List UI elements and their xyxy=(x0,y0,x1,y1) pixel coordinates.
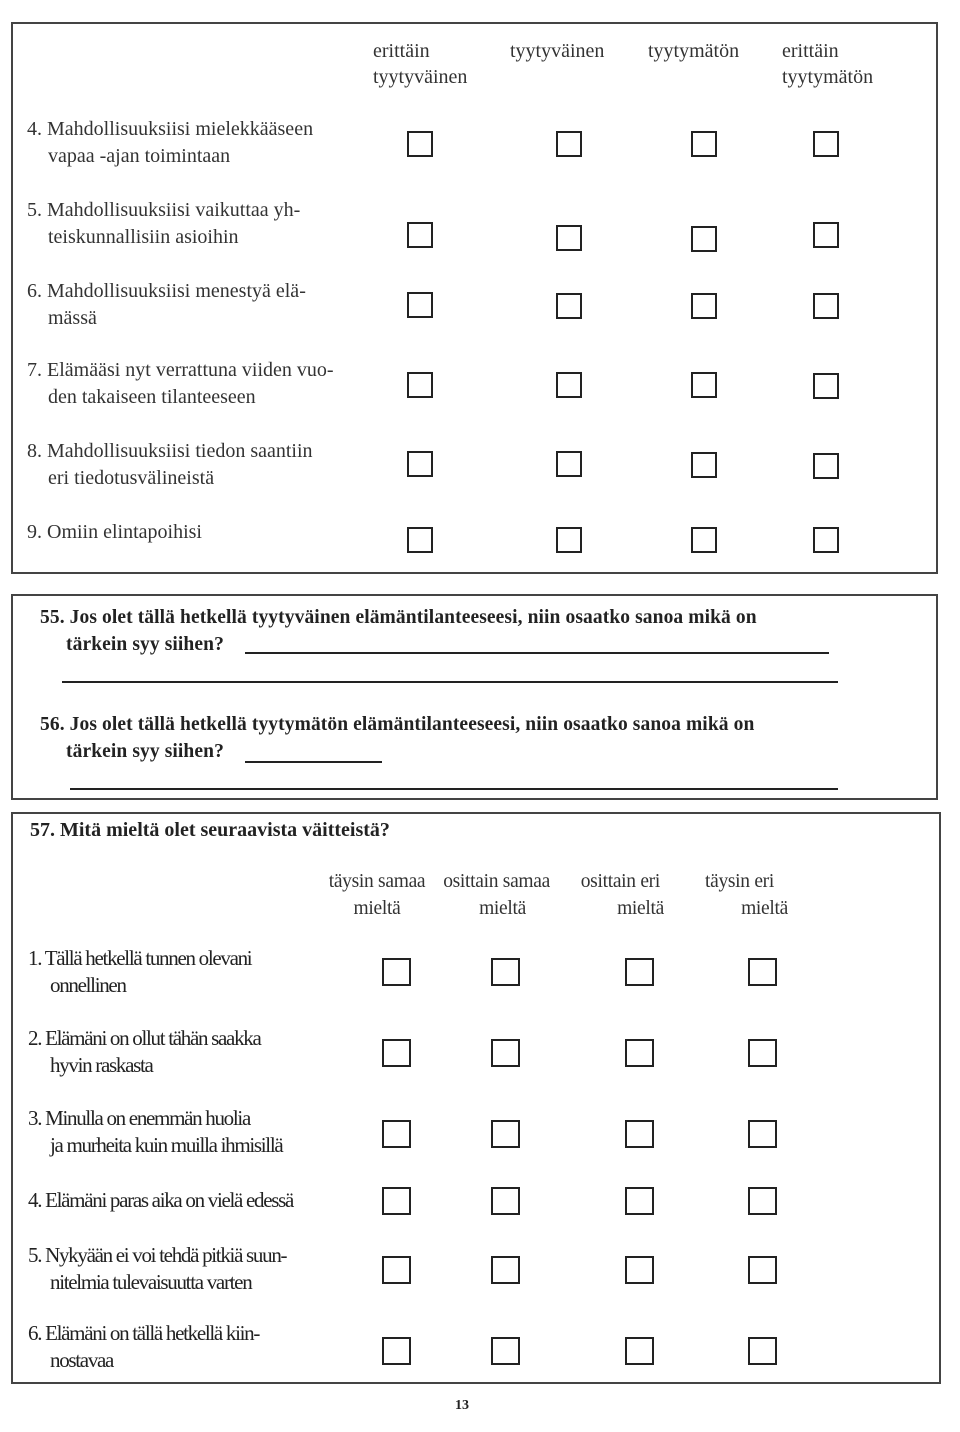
page-number: 13 xyxy=(455,1398,469,1413)
answer-line-56[interactable] xyxy=(245,761,382,763)
checkbox[interactable] xyxy=(748,958,777,986)
statement-label: 3. Minulla on enemmän huolia ja murheita kuin muilla ihmisillä xyxy=(28,1106,283,1157)
checkbox[interactable] xyxy=(691,293,717,319)
checkbox[interactable] xyxy=(625,1120,654,1148)
column-header-dissatisfied: tyytymätön xyxy=(648,40,740,62)
checkbox[interactable] xyxy=(382,1256,411,1284)
checkbox[interactable] xyxy=(382,1187,411,1215)
checkbox[interactable] xyxy=(491,1187,520,1215)
checkbox[interactable] xyxy=(491,1256,520,1284)
statement-label: 6. Elämäni on tällä hetkellä kiin- nostavaa xyxy=(28,1321,260,1372)
checkbox[interactable] xyxy=(625,1187,654,1215)
statement-label: 4. Elämäni paras aika on vielä edessä xyxy=(28,1188,294,1212)
answer-line-56-extra[interactable] xyxy=(70,788,838,790)
checkbox[interactable] xyxy=(691,452,717,478)
checkbox[interactable] xyxy=(491,958,520,986)
checkbox[interactable] xyxy=(748,1337,777,1365)
column-header-fully-disagree: täysin eri mieltä xyxy=(704,871,788,919)
item-label: 5. Mahdollisuuksiisi vaikuttaa yh- teiskunnallisiin asioihin xyxy=(27,199,301,248)
answer-line-55[interactable] xyxy=(245,652,829,654)
checkbox[interactable] xyxy=(748,1120,777,1148)
item-label: 7. Elämääsi nyt verrattuna viiden vuo- den takaiseen tilanteeseen xyxy=(27,359,334,408)
checkbox[interactable] xyxy=(382,958,411,986)
column-header-partly-disagree: osittain eri mieltä xyxy=(580,871,664,919)
statement-label: 5. Nykyään ei voi tehdä pitkiä suun- nitelmia tulevaisuutta varten xyxy=(28,1243,287,1294)
checkbox[interactable] xyxy=(382,1120,411,1148)
column-header-fully-agree: täysin samaa mieltä xyxy=(328,871,426,919)
checkbox[interactable] xyxy=(556,131,582,157)
statement-label: 1. Tällä hetkellä tunnen olevani onnellinen xyxy=(28,946,252,997)
checkbox[interactable] xyxy=(625,1256,654,1284)
item-label: 6. Mahdollisuuksiisi menestyä elä- mässä xyxy=(27,280,306,329)
checkbox[interactable] xyxy=(491,1120,520,1148)
item-label: 9. Omiin elintapoihisi xyxy=(27,521,202,543)
checkbox[interactable] xyxy=(748,1187,777,1215)
checkbox[interactable] xyxy=(691,226,717,252)
checkbox[interactable] xyxy=(407,222,433,248)
answer-line-55-extra[interactable] xyxy=(62,681,838,683)
question-55: 55. Jos olet tällä hetkellä tyytyväinen elämäntilanteeseesi, niin osaatko sanoa mikä on tärkein syy siihen? xyxy=(40,607,757,655)
item-label: 8. Mahdollisuuksiisi tiedon saantiin eri tiedotusvälineistä xyxy=(27,440,313,489)
column-header-partly-agree: osittain samaa mieltä xyxy=(443,871,550,919)
checkbox[interactable] xyxy=(748,1039,777,1067)
checkbox[interactable] xyxy=(625,958,654,986)
question-57-title: 57. Mitä mieltä olet seuraavista väitteistä? xyxy=(30,819,390,841)
checkbox[interactable] xyxy=(813,293,839,319)
column-header-very-dissatisfied: erittäin tyytymätön xyxy=(782,40,874,88)
checkbox[interactable] xyxy=(556,527,582,553)
question-56: 56. Jos olet tällä hetkellä tyytymätön elämäntilanteeseesi, niin osaatko sanoa mikä on tärkein syy siihen? xyxy=(40,714,755,762)
checkbox[interactable] xyxy=(556,372,582,398)
item-label: 4. Mahdollisuuksiisi mielekkääseen vapaa -ajan toimintaan xyxy=(27,118,314,167)
checkbox[interactable] xyxy=(748,1256,777,1284)
checkbox[interactable] xyxy=(813,453,839,479)
checkbox[interactable] xyxy=(813,527,839,553)
checkbox[interactable] xyxy=(556,225,582,251)
checkbox[interactable] xyxy=(407,451,433,477)
checkbox[interactable] xyxy=(382,1039,411,1067)
checkbox[interactable] xyxy=(491,1337,520,1365)
checkbox[interactable] xyxy=(491,1039,520,1067)
checkbox[interactable] xyxy=(556,451,582,477)
checkbox[interactable] xyxy=(813,373,839,399)
checkbox[interactable] xyxy=(382,1337,411,1365)
checkbox[interactable] xyxy=(691,131,717,157)
checkbox[interactable] xyxy=(813,131,839,157)
checkbox[interactable] xyxy=(625,1039,654,1067)
checkbox[interactable] xyxy=(407,372,433,398)
checkbox[interactable] xyxy=(691,372,717,398)
checkbox[interactable] xyxy=(813,222,839,248)
column-header-very-satisfied: erittäin tyytyväinen xyxy=(373,40,468,88)
column-header-satisfied: tyytyväinen xyxy=(510,40,605,62)
checkbox[interactable] xyxy=(625,1337,654,1365)
checkbox[interactable] xyxy=(691,527,717,553)
checkbox[interactable] xyxy=(407,527,433,553)
checkbox[interactable] xyxy=(407,292,433,318)
checkbox[interactable] xyxy=(556,293,582,319)
statement-label: 2. Elämäni on ollut tähän saakka hyvin raskasta xyxy=(28,1026,261,1077)
checkbox[interactable] xyxy=(407,131,433,157)
